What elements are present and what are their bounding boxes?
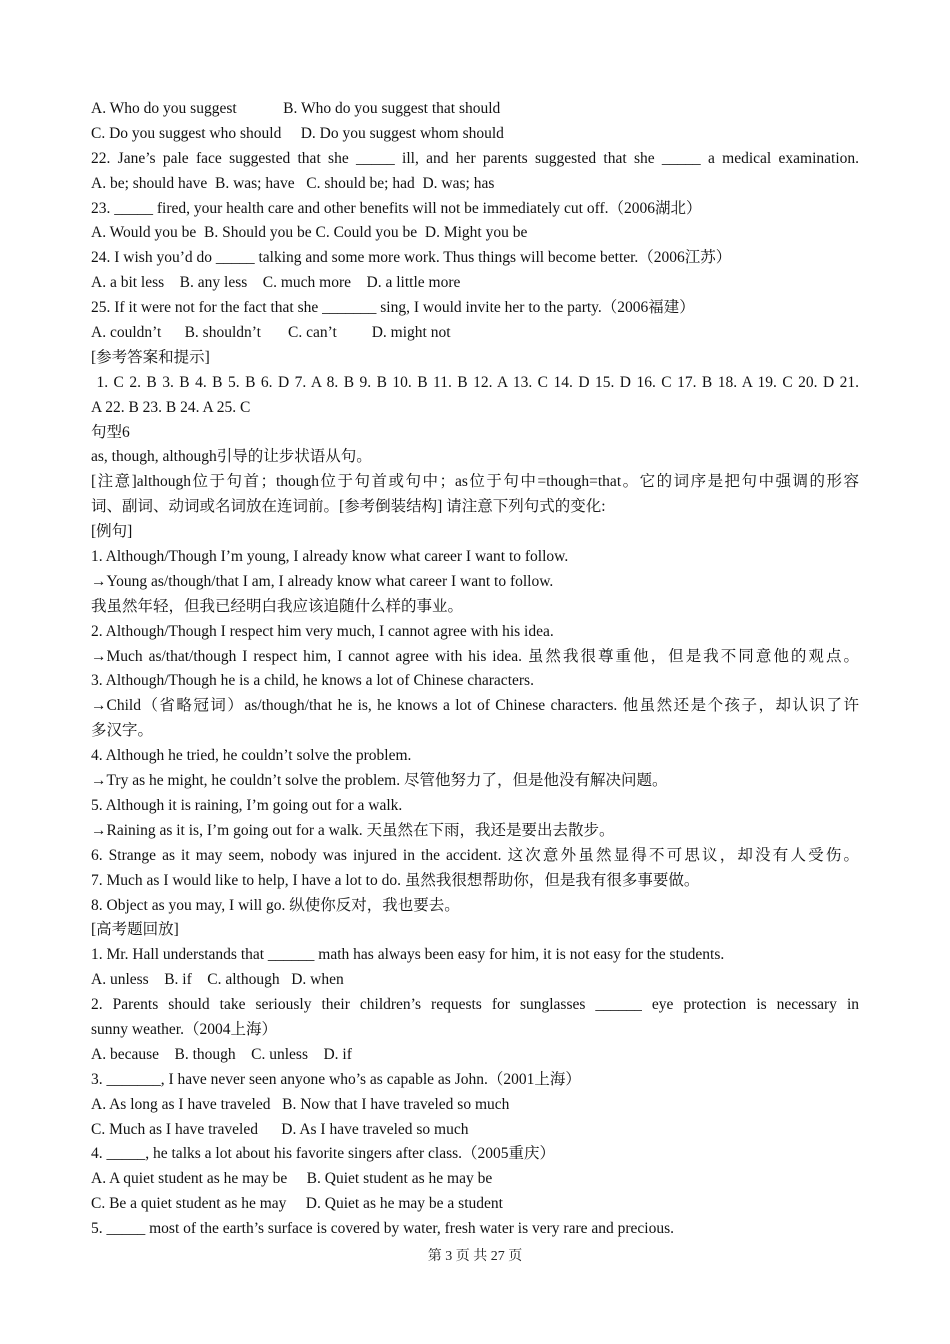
text-line: A. Who do you suggest B. Who do you suggest that should [91, 100, 501, 117]
text-line: 1. C 2. B 3. B 4. B 5. B 6. D 7. A 8. B 9. B 10. B 11. B 12. A 13. C 14. D 15. D 16. C 17. B 18. A 19. C 20. D 21. [91, 373, 859, 391]
page-footer: 第 3 页 共 27 页 [427, 1249, 523, 1264]
text-line: C. Do you suggest who should D. Do you suggest whom should [91, 124, 504, 142]
text-line: A. As long as I have traveled B. Now that I have traveled so much [91, 1095, 510, 1113]
text-line: A. A quiet student as he may be B. Quiet student as he may be [91, 1170, 493, 1188]
text-line: A. unless B. if C. although D. when [91, 971, 344, 989]
text-line: A 22. B 23. B 24. A 25. C [91, 398, 251, 416]
text-line: 多汉字。 [91, 722, 154, 740]
text-line: as, though, although引导的让步状语从句。 [91, 448, 372, 466]
text-line: [参考答案和提示] [91, 348, 210, 366]
text-line: →Try as he might, he couldn’t solve the problem. 尽管他努力了，但是他没有解决问题。 [91, 772, 668, 790]
text-line: A. Would you be B. Should you be C. Could you be D. Might you be [91, 224, 528, 242]
text-line: 5. Although it is raining, I’m going out for a walk. [91, 796, 403, 814]
text-line: 4. _____, he talks a lot about his favorite singers after class.（2005重庆） [91, 1145, 556, 1163]
text-line: →Young as/though/that I am, I already know what career I want to follow. [91, 572, 554, 590]
text-line: 3. Although/Though he is a child, he knows a lot of Chinese characters. [91, 672, 534, 690]
text-line: 24. I wish you’d do _____ talking and some more work. Thus things will become better.（2006江苏） [91, 249, 732, 267]
document-body [91, 97, 859, 1242]
text-line: →Child（省略冠词）as/though/that he is, he knows a lot of Chinese characters. 他虽然还是个孩子，却认识了许 [91, 697, 859, 715]
text-line: 词、副词、动词或名词放在连词前。[参考倒装结构] 请注意下列句式的变化: [91, 498, 606, 516]
text-line: 句型6 [91, 423, 130, 441]
text-line: A. couldn’t B. shouldn’t C. can’t D. might not [91, 324, 451, 342]
text-line: A. be; should have B. was; have C. should be; had D. was; has [91, 174, 495, 192]
text-line: sunny weather.（2004上海） [91, 1020, 277, 1038]
text-line: →Much as/that/though I respect him, I cannot agree with his idea. 虽然我很尊重他，但是我不同意他的观点。 [91, 647, 859, 665]
text-line: A. a bit less B. any less C. much more D. a little more [91, 274, 461, 292]
text-line: 1. Mr. Hall understands that ______ math has always been easy for him, it is not easy for the students. [91, 946, 725, 964]
text-line: 25. If it were not for the fact that she _______ sing, I would invite her to the party.（2006福建） [91, 299, 695, 317]
text-line: →Raining as it is, I’m going out for a walk. 天虽然在下雨，我还是要出去散步。 [91, 821, 615, 839]
text-line: 4. Although he tried, he couldn’t solve the problem. [91, 747, 412, 765]
text-line: C. Be a quiet student as he may D. Quiet as he may be a student [91, 1195, 503, 1213]
text-line: 22. Jane’s pale face suggested that she _____ ill, and her parents suggested that she _____ a medical examination. [91, 149, 859, 167]
text-line: [例句] [91, 523, 133, 541]
text-line: 23. _____ fired, your health care and other benefits will not be immediately cut off.（2006湖北） [91, 199, 702, 217]
text-line: 5. _____ most of the earth’s surface is covered by water, fresh water is very rare and precious. [91, 1220, 674, 1238]
text-line: 我虽然年轻，但我已经明白我应该追随什么样的事业。 [91, 597, 464, 615]
text-line: [注意]although位于句首；though位于句首或句中；as位于句中=though=that。它的词序是把句中强调的形容 [91, 473, 859, 491]
text-line: 3. _______, I have never seen anyone who’s as capable as John.（2001上海） [91, 1070, 581, 1088]
text-line: 8. Object as you may, I will go. 纵使你反对，我也要去。 [91, 896, 460, 914]
text-line: 7. Much as I would like to help, I have a lot to do. 虽然我很想帮助你，但是我有很多事要做。 [91, 871, 700, 889]
text-line: 2. Parents should take seriously their children’s requests for sunglasses ______ eye protection is necessary in [91, 996, 859, 1014]
text-line: 2. Although/Though I respect him very much, I cannot agree with his idea. [91, 622, 554, 640]
text-line: [高考题回放] [91, 921, 179, 939]
text-line: 1. Although/Though I’m young, I already know what career I want to follow. [91, 548, 569, 566]
text-line: C. Much as I have traveled D. As I have traveled so much [91, 1120, 469, 1138]
text-line: A. because B. though C. unless D. if [91, 1045, 352, 1063]
text-line: 6. Strange as it may seem, nobody was injured in the accident. 这次意外虽然显得不可思议，却没有人受伤。 [91, 846, 859, 864]
